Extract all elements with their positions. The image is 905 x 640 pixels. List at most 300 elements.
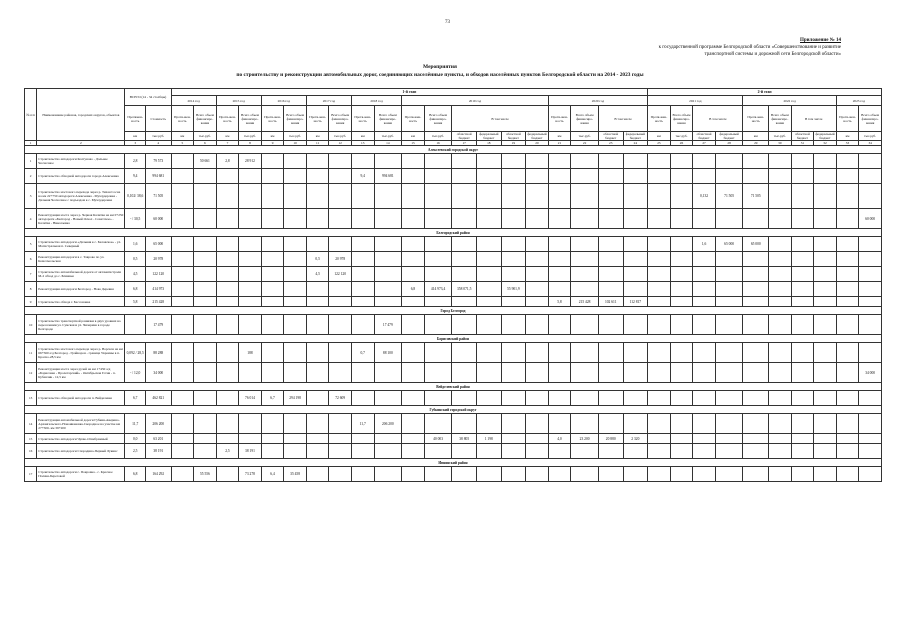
value-cell: [715, 315, 743, 335]
value-cell: [501, 169, 526, 184]
header-row-units: [25, 132, 882, 141]
table-row: [25, 444, 882, 459]
value-cell: [402, 297, 425, 307]
value-cell: [743, 282, 769, 297]
value-cell: [814, 315, 837, 335]
value-cell: [329, 297, 352, 307]
value-cell: [571, 209, 599, 229]
value-cell: [571, 467, 599, 482]
header-sub: Всего объем финансиро-вания: [424, 106, 452, 132]
value-cell: [284, 363, 307, 383]
value-cell: [526, 315, 549, 335]
value-cell: [171, 169, 194, 184]
value-cell: [261, 237, 284, 252]
value-cell: [548, 237, 571, 252]
value-cell: [769, 154, 792, 169]
value-cell: [216, 391, 239, 406]
value-cell: [194, 363, 217, 383]
value-cell: [194, 282, 217, 297]
value-cell: [859, 154, 882, 169]
section-row: [25, 383, 882, 391]
table-row: [25, 363, 882, 383]
value-cell: [284, 209, 307, 229]
value-cell: [261, 154, 284, 169]
object-name: Строительство мостового перехода через р. Ворскла на км 66+560 а/д Белгород - Грайворон - граница Украины в п. Красно-28,5 км: [37, 343, 125, 363]
value-cell: [623, 184, 648, 209]
value-cell: [306, 315, 329, 335]
value-cell: [548, 444, 571, 459]
value-cell: [715, 252, 743, 267]
header-unit: федеральный бюджет: [815, 132, 835, 140]
total-cost: 17 479: [145, 315, 171, 335]
header-name: Наименование районов, городских округов, объектов: [37, 89, 125, 141]
column-number: 4: [145, 141, 171, 146]
value-cell: [648, 169, 671, 184]
value-cell: [548, 414, 571, 434]
value-cell: [452, 315, 477, 335]
header-unit: км: [402, 132, 425, 141]
value-cell: [598, 209, 623, 229]
header-num: № п/п: [25, 89, 37, 141]
value-cell: [836, 363, 859, 383]
value-cell: [306, 169, 329, 184]
object-name: Реконструкция автодороги Белгород - Нова Деревня: [37, 282, 125, 297]
value-cell: [194, 169, 217, 184]
value-cell: [743, 209, 769, 229]
header-unit: областной бюджет: [693, 132, 716, 141]
total-cost: 414 973: [145, 282, 171, 297]
value-cell: [306, 282, 329, 297]
value-cell: [424, 209, 452, 229]
value-cell: [648, 444, 671, 459]
value-cell: [424, 237, 452, 252]
value-cell: [791, 154, 814, 169]
value-cell: [598, 315, 623, 335]
value-cell: [476, 237, 501, 252]
value-cell: [769, 184, 792, 209]
value-cell: [374, 267, 402, 282]
value-cell: [171, 444, 194, 459]
table-row: [25, 282, 882, 297]
value-cell: [769, 267, 792, 282]
table-row: [25, 209, 882, 229]
value-cell: [526, 154, 549, 169]
table-row: [25, 391, 882, 406]
header-sub: В том числе: [598, 106, 647, 132]
value-cell: [424, 363, 452, 383]
value-cell: [715, 467, 743, 482]
value-cell: [693, 391, 716, 406]
total-cost: 994 681: [145, 169, 171, 184]
value-cell: 35 458: [284, 467, 307, 482]
value-cell: [648, 154, 671, 169]
value-cell: [501, 184, 526, 209]
value-cell: [859, 237, 882, 252]
value-cell: [329, 237, 352, 252]
section-title: Вейделевский район: [25, 383, 882, 391]
value-cell: [329, 363, 352, 383]
value-cell: [693, 444, 716, 459]
header-sub: Протя-жен-ность: [216, 106, 239, 132]
header-year: 2019 год: [402, 96, 549, 106]
value-cell: [715, 267, 743, 282]
value-cell: 215 428: [571, 297, 599, 307]
value-cell: [623, 252, 648, 267]
section-row: [25, 406, 882, 414]
value-cell: [476, 414, 501, 434]
value-cell: [261, 282, 284, 297]
value-cell: [261, 169, 284, 184]
value-cell: [402, 169, 425, 184]
table-row: [25, 434, 882, 444]
value-cell: [239, 363, 262, 383]
header-sub: Всего объем финансиро-вания: [769, 106, 792, 132]
value-cell: [452, 444, 477, 459]
value-cell: [402, 252, 425, 267]
value-cell: [670, 282, 693, 297]
value-cell: [836, 297, 859, 307]
value-cell: [171, 391, 194, 406]
value-cell: [171, 237, 194, 252]
value-cell: [306, 154, 329, 169]
value-cell: [261, 315, 284, 335]
value-cell: [715, 414, 743, 434]
value-cell: [351, 267, 374, 282]
page-number: 73: [445, 20, 450, 25]
row-number: 4: [25, 209, 37, 229]
value-cell: [501, 467, 526, 482]
value-cell: [743, 252, 769, 267]
value-cell: [814, 434, 837, 444]
header-unit: км: [125, 132, 146, 141]
header-unit: федеральный бюджет: [476, 132, 501, 141]
header-year: 2018 год: [351, 96, 401, 106]
value-cell: [329, 154, 352, 169]
value-cell: [670, 467, 693, 482]
value-cell: [284, 315, 307, 335]
total-length: 0,092 / 28,5: [125, 343, 146, 363]
value-cell: [769, 209, 792, 229]
value-cell: [239, 252, 262, 267]
total-cost: 215 428: [145, 297, 171, 307]
row-number: 3: [25, 184, 37, 209]
value-cell: [769, 414, 792, 434]
total-length: 0,102/ 38,6: [125, 184, 146, 209]
value-cell: [239, 237, 262, 252]
value-cell: [424, 414, 452, 434]
value-cell: [239, 267, 262, 282]
value-cell: 1,6: [693, 237, 716, 252]
value-cell: [791, 391, 814, 406]
value-cell: [374, 297, 402, 307]
value-cell: [743, 363, 769, 383]
value-cell: [171, 434, 194, 444]
value-cell: 65 000: [743, 237, 769, 252]
total-length: - / 12,0: [125, 363, 146, 383]
value-cell: [526, 209, 549, 229]
header-sub: Протя-жен-ность: [351, 106, 374, 132]
total-cost: 20 978: [145, 252, 171, 267]
value-cell: [836, 252, 859, 267]
value-cell: [351, 297, 374, 307]
value-cell: [769, 297, 792, 307]
value-cell: [374, 363, 402, 383]
value-cell: [769, 282, 792, 297]
value-cell: [814, 343, 837, 363]
value-cell: 60 000: [859, 209, 882, 229]
value-cell: [374, 444, 402, 459]
section-row: [25, 146, 882, 154]
total-cost: 79 573: [145, 154, 171, 169]
value-cell: [351, 315, 374, 335]
value-cell: [306, 444, 329, 459]
column-number: 33: [836, 141, 859, 146]
header-unit: тыс.руб.: [769, 132, 792, 141]
value-cell: [571, 237, 599, 252]
value-cell: [598, 237, 623, 252]
table-row: [25, 315, 882, 335]
value-cell: [743, 315, 769, 335]
value-cell: [452, 252, 477, 267]
value-cell: 4,5: [306, 267, 329, 282]
value-cell: [743, 169, 769, 184]
value-cell: [836, 434, 859, 444]
row-number: 15: [25, 434, 37, 444]
value-cell: [769, 315, 792, 335]
value-cell: [526, 467, 549, 482]
table-row: [25, 467, 882, 482]
value-cell: [648, 267, 671, 282]
value-cell: [306, 343, 329, 363]
value-cell: [648, 315, 671, 335]
column-number: 34: [859, 141, 882, 146]
section-row: [25, 229, 882, 237]
header-total: ВСЕГО (14 - 34 столбцы): [125, 89, 171, 106]
value-cell: 0,132: [693, 184, 716, 209]
value-cell: [424, 184, 452, 209]
value-cell: [239, 184, 262, 209]
value-cell: [194, 391, 217, 406]
value-cell: [216, 252, 239, 267]
value-cell: [814, 184, 837, 209]
value-cell: [261, 343, 284, 363]
value-cell: [306, 363, 329, 383]
value-cell: [194, 414, 217, 434]
column-number: 28: [715, 141, 743, 146]
value-cell: [351, 434, 374, 444]
header-stage-1: 1-й этап: [171, 89, 648, 96]
value-cell: [374, 467, 402, 482]
column-number: 19: [501, 141, 526, 146]
value-cell: [402, 267, 425, 282]
total-cost: 164 292: [145, 467, 171, 482]
table-row: [25, 267, 882, 282]
value-cell: [424, 169, 452, 184]
header-sub: Протя-жен-ность: [548, 106, 571, 132]
value-cell: [284, 252, 307, 267]
value-cell: [670, 252, 693, 267]
header-unit: км: [261, 132, 284, 141]
value-cell: [693, 434, 716, 444]
value-cell: [452, 343, 477, 363]
value-cell: [501, 252, 526, 267]
value-cell: [859, 282, 882, 297]
value-cell: [216, 363, 239, 383]
object-name: Строительство обхода г. Бессоновка: [37, 297, 125, 307]
value-cell: [284, 184, 307, 209]
value-cell: [836, 391, 859, 406]
value-cell: [329, 414, 352, 434]
value-cell: [526, 297, 549, 307]
value-cell: [598, 444, 623, 459]
value-cell: [452, 267, 477, 282]
value-cell: [374, 237, 402, 252]
value-cell: [623, 209, 648, 229]
total-cost: 65 000: [145, 237, 171, 252]
value-cell: [598, 282, 623, 297]
value-cell: [548, 391, 571, 406]
value-cell: [648, 391, 671, 406]
header-unit: тыс.руб.: [329, 132, 352, 141]
value-cell: [402, 434, 425, 444]
value-cell: [424, 252, 452, 267]
value-cell: [648, 434, 671, 444]
value-cell: [216, 434, 239, 444]
header-unit: федеральный бюджет: [715, 132, 743, 141]
row-number: 5: [25, 237, 37, 252]
value-cell: [598, 391, 623, 406]
value-cell: [374, 154, 402, 169]
value-cell: [648, 184, 671, 209]
value-cell: [571, 414, 599, 434]
value-cell: [598, 184, 623, 209]
column-number: 24: [623, 141, 648, 146]
value-cell: [836, 184, 859, 209]
value-cell: [284, 434, 307, 444]
header-unit: федеральный бюджет: [623, 132, 648, 141]
value-cell: [548, 169, 571, 184]
value-cell: [351, 237, 374, 252]
value-cell: [836, 209, 859, 229]
value-cell: [216, 414, 239, 434]
value-cell: 11,7: [351, 414, 374, 434]
value-cell: 17 479: [374, 315, 402, 335]
value-cell: [548, 184, 571, 209]
column-number: 8: [239, 141, 262, 146]
value-cell: [814, 282, 837, 297]
value-cell: [194, 343, 217, 363]
value-cell: [194, 297, 217, 307]
value-cell: [670, 267, 693, 282]
value-cell: [859, 467, 882, 482]
value-cell: [374, 184, 402, 209]
column-number: 30: [769, 141, 792, 146]
header-sub: Всего объем финансиро-вания: [859, 106, 882, 132]
value-cell: [402, 154, 425, 169]
column-number: 31: [791, 141, 814, 146]
value-cell: [623, 282, 648, 297]
value-cell: 34 000: [859, 363, 882, 383]
value-cell: 88 100: [374, 343, 402, 363]
value-cell: [769, 169, 792, 184]
value-cell: [374, 434, 402, 444]
column-number: 26: [670, 141, 693, 146]
document-heading: [120, 63, 760, 79]
value-cell: [598, 363, 623, 383]
value-cell: [693, 297, 716, 307]
value-cell: [501, 297, 526, 307]
object-name: Строительство автодороги с. Покровка - с. Красное Поляна-Береговой: [37, 467, 125, 482]
measures-table: [24, 88, 882, 482]
column-number: 20: [526, 141, 549, 146]
value-cell: [648, 467, 671, 482]
value-cell: [452, 391, 477, 406]
value-cell: [452, 297, 477, 307]
total-cost: 122 120: [145, 267, 171, 282]
object-name: Строительство автодороги Спорадино-Первый Лукинс: [37, 444, 125, 459]
header-unit: тыс.руб.: [145, 132, 171, 141]
value-cell: 414 973,4: [424, 282, 452, 297]
value-cell: [769, 343, 792, 363]
header-year: 2021 год: [648, 96, 743, 106]
value-cell: [859, 343, 882, 363]
value-cell: [194, 209, 217, 229]
value-cell: [452, 414, 477, 434]
value-cell: [859, 297, 882, 307]
column-number: 13: [351, 141, 374, 146]
value-cell: [402, 343, 425, 363]
value-cell: [791, 184, 814, 209]
value-cell: [526, 267, 549, 282]
value-cell: [526, 444, 549, 459]
row-number: 6: [25, 252, 37, 267]
value-cell: [476, 169, 501, 184]
value-cell: [171, 282, 194, 297]
value-cell: [329, 467, 352, 482]
column-number: 21: [548, 141, 571, 146]
value-cell: [715, 154, 743, 169]
row-number: 1: [25, 154, 37, 169]
object-name: Строительство транспортной развязки в двух уровнях на пересечении ул. Сумская и ул. Чичерина в городе Белгороде: [37, 315, 125, 335]
value-cell: [670, 414, 693, 434]
row-number: 8: [25, 282, 37, 297]
value-cell: [670, 237, 693, 252]
value-cell: [548, 252, 571, 267]
value-cell: [693, 315, 716, 335]
column-number: 18: [476, 141, 501, 146]
value-cell: [306, 391, 329, 406]
value-cell: [526, 343, 549, 363]
value-cell: 2,8: [216, 154, 239, 169]
value-cell: [171, 184, 194, 209]
value-cell: [715, 343, 743, 363]
value-cell: [239, 434, 262, 444]
value-cell: [715, 363, 743, 383]
value-cell: [693, 363, 716, 383]
value-cell: [836, 467, 859, 482]
value-cell: [476, 282, 501, 297]
value-cell: [526, 252, 549, 267]
value-cell: [814, 154, 837, 169]
total-length: 2,8: [125, 154, 146, 169]
value-cell: [329, 444, 352, 459]
column-number: 3: [125, 141, 146, 146]
value-cell: [670, 343, 693, 363]
total-cost: 34 000: [145, 363, 171, 383]
value-cell: 206 200: [374, 414, 402, 434]
value-cell: [859, 414, 882, 434]
value-cell: [571, 154, 599, 169]
